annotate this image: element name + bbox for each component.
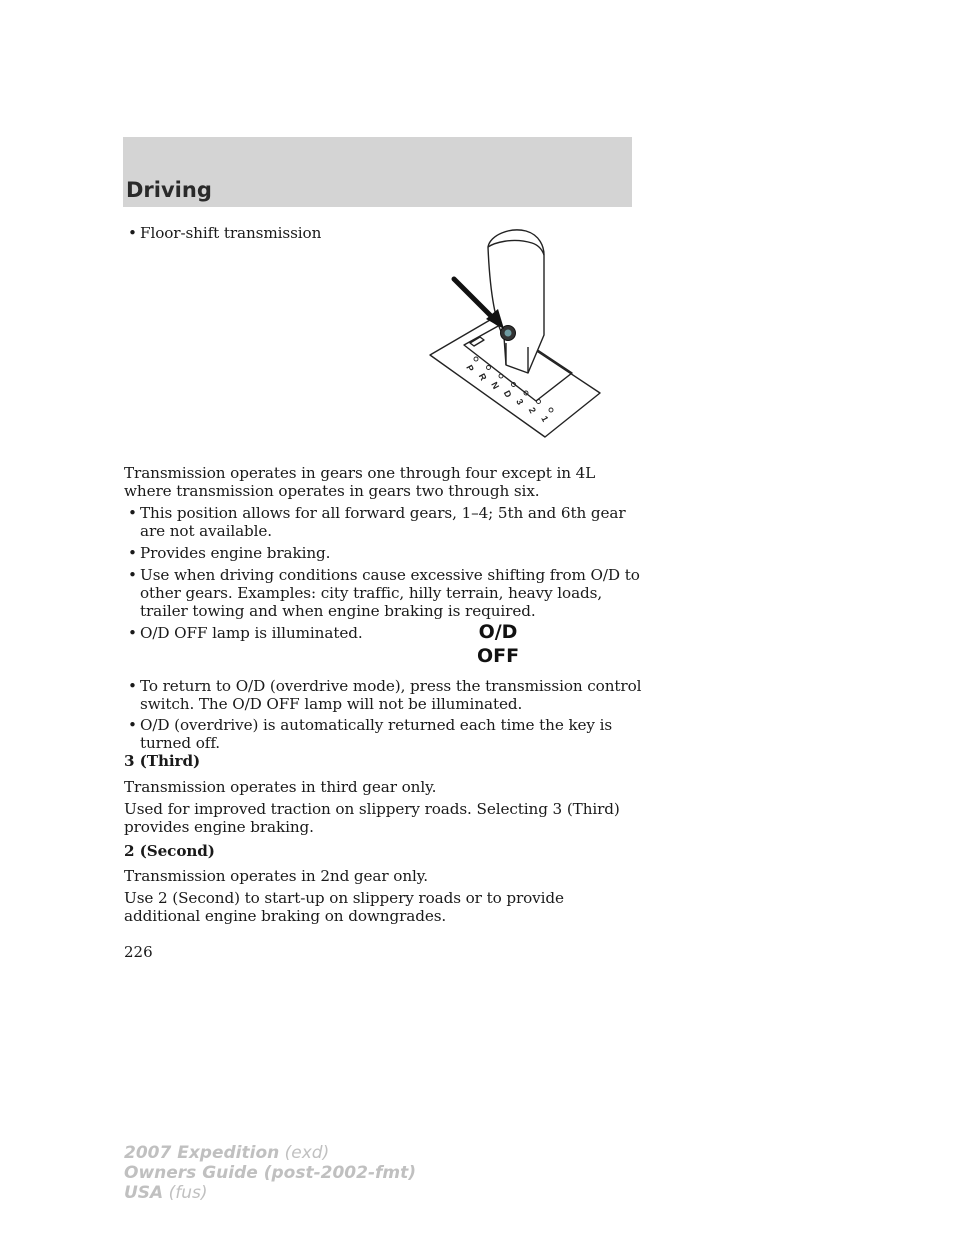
gear-label: 2 bbox=[526, 405, 538, 415]
bullet-text: This position allows for all forward gears, 1–4; 5th and 6th gear are not available. bbox=[140, 504, 626, 540]
gear-label: D bbox=[501, 388, 514, 400]
paragraph: Transmission operates in third gear only. bbox=[124, 778, 437, 796]
od-lamp-line2: OFF bbox=[476, 645, 520, 667]
list-item bbox=[124, 716, 644, 752]
bullet-text: O/D OFF lamp is illuminated. bbox=[140, 624, 363, 642]
footer-market: USA bbox=[124, 1183, 164, 1203]
od-button-center bbox=[505, 330, 512, 337]
gear-detent-icon bbox=[474, 357, 478, 361]
section-title: Driving bbox=[126, 178, 212, 202]
heading-third: 3 (Third) bbox=[124, 752, 201, 770]
gear-label: 1 bbox=[539, 414, 551, 424]
footer-model: 2007 Expedition bbox=[124, 1143, 280, 1163]
od-off-lamp-icon bbox=[472, 620, 524, 668]
bullet-text: Use when driving conditions cause excessive shifting from O/D to other gears. Examples: city traffic, hilly terrain, heavy loads, trailer towing and when engine braking is required. bbox=[140, 566, 640, 620]
bullet-icon: • bbox=[128, 624, 137, 642]
list-item bbox=[124, 566, 644, 620]
bullet-text: Floor-shift transmission bbox=[140, 224, 322, 242]
document-footer bbox=[124, 1143, 416, 1203]
paragraph: Used for improved traction on slippery roads. Selecting 3 (Third) provides engine braking. bbox=[124, 800, 620, 836]
list-item bbox=[124, 504, 644, 540]
bullet-icon: • bbox=[128, 504, 137, 522]
bullet-icon: • bbox=[128, 566, 137, 584]
gear-label: 3 bbox=[514, 397, 526, 407]
pointer-arrow-icon bbox=[454, 279, 496, 321]
gear-detent-icon bbox=[549, 408, 553, 412]
bullet-icon: • bbox=[128, 224, 137, 242]
paragraph: Use 2 (Second) to start-up on slippery roads or to provide additional engine braking on downgrades. bbox=[124, 889, 564, 925]
footer-model-code: (exd) bbox=[284, 1143, 330, 1163]
od-switch-outline bbox=[470, 337, 484, 346]
paragraph: Transmission operates in 2nd gear only. bbox=[124, 867, 428, 885]
footer-guide: Owners Guide (post-2002-fmt) bbox=[124, 1163, 417, 1183]
gear-detent-icon bbox=[537, 400, 541, 404]
bullet-text: Provides engine braking. bbox=[140, 544, 331, 562]
paragraph: Transmission operates in gears one through four except in 4L where transmission operates in gears two through six. bbox=[124, 464, 596, 500]
gear-label: N bbox=[489, 380, 502, 391]
gear-label: R bbox=[476, 371, 489, 383]
bullet-icon: • bbox=[128, 716, 137, 734]
list-item bbox=[124, 677, 644, 713]
list-item bbox=[124, 544, 644, 562]
floor-shifter-illustration bbox=[420, 225, 605, 445]
footer-market-code: (fus) bbox=[168, 1183, 208, 1203]
bullet-icon: • bbox=[128, 544, 137, 562]
heading-second: 2 (Second) bbox=[124, 842, 215, 860]
bullet-icon: • bbox=[128, 677, 137, 695]
bullet-text: O/D (overdrive) is automatically returned each time the key is turned off. bbox=[140, 716, 613, 752]
list-item bbox=[124, 624, 644, 642]
bullet-text: To return to O/D (overdrive mode), press the transmission control switch. The O/D OFF lamp will not be illuminated. bbox=[140, 677, 642, 713]
page-number: 226 bbox=[124, 943, 153, 961]
shifter-handle bbox=[488, 230, 544, 373]
gear-detent-icon bbox=[487, 366, 491, 370]
od-lamp-line1: O/D bbox=[478, 621, 518, 643]
gear-label: P bbox=[464, 363, 476, 374]
